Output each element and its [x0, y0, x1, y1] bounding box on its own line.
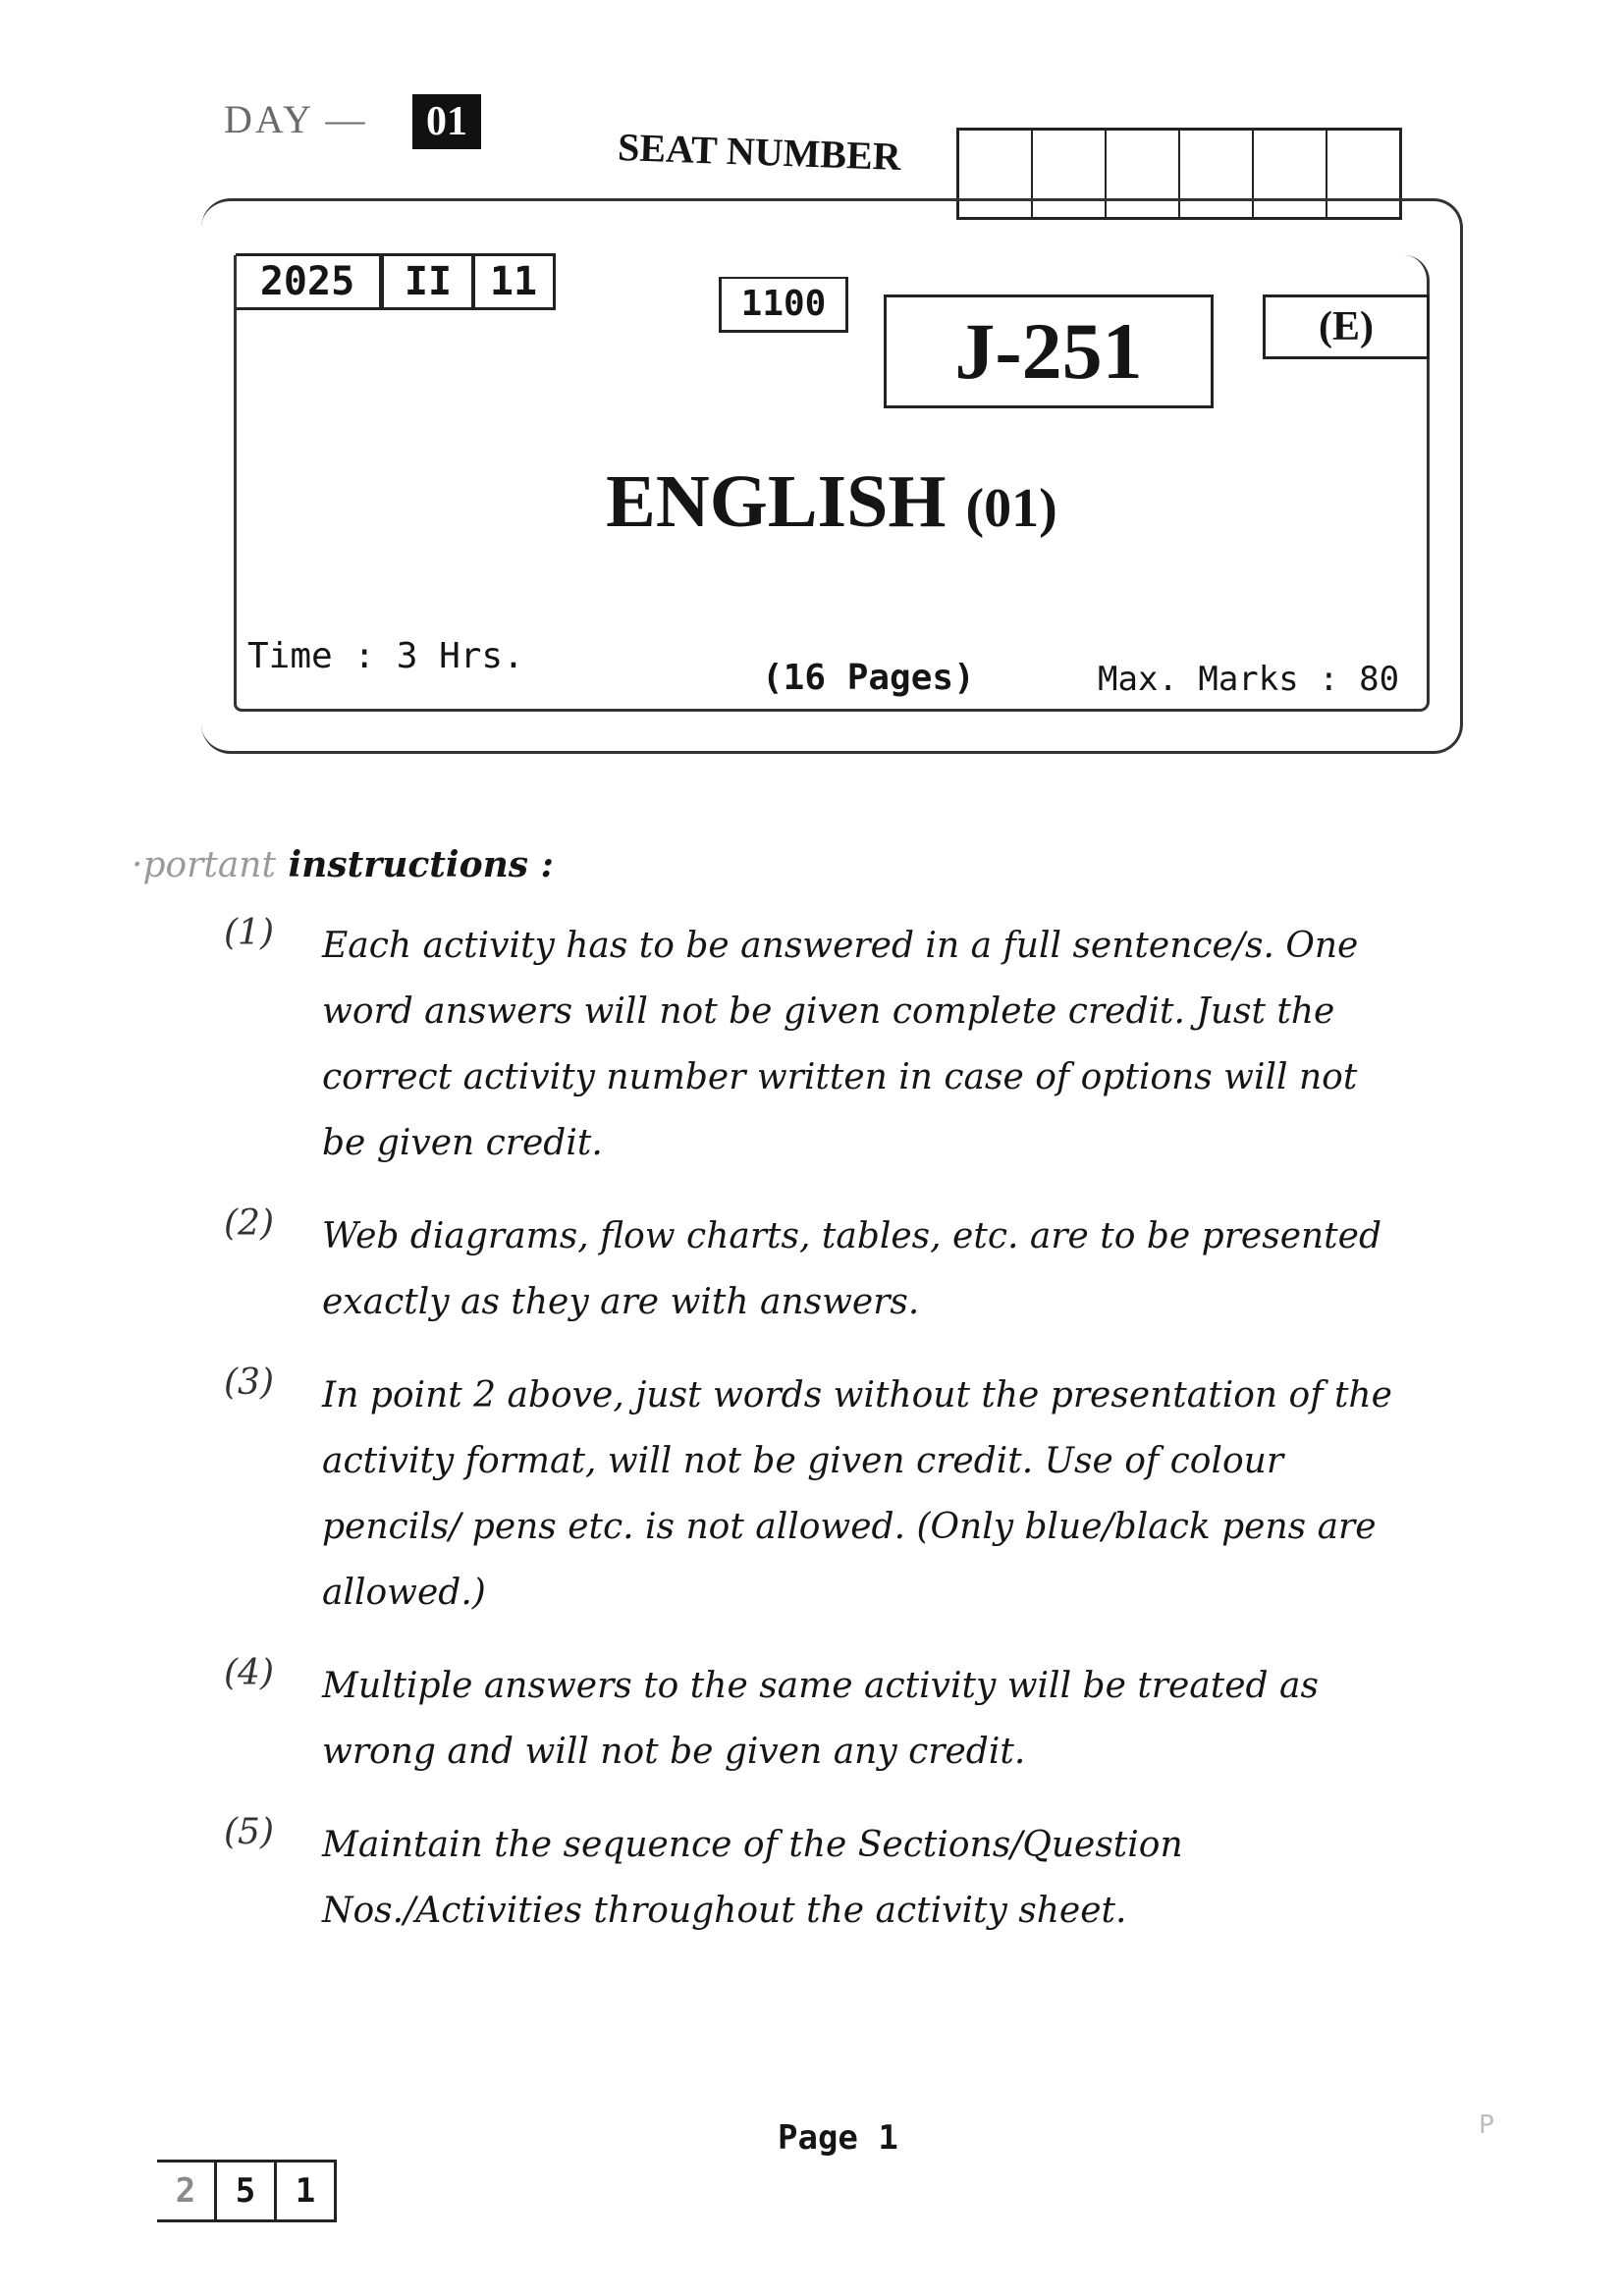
instruction-number: (3)	[224, 1362, 274, 1403]
instruction-item	[224, 1653, 1402, 1785]
instruction-item	[224, 1362, 1402, 1626]
language-code: (E)	[1263, 294, 1430, 359]
subject-title	[0, 459, 1624, 545]
instruction-number: (5)	[224, 1812, 274, 1852]
instructions-heading	[132, 844, 554, 885]
instruction-text: Multiple answers to the same activity will be treated as wrong and will not be given any credit.	[322, 1666, 1319, 1772]
roman-code: II	[381, 253, 475, 310]
subject-name: ENGLISH	[606, 460, 947, 543]
footer-code-cell: 1	[274, 2160, 337, 2222]
footer-code-cell: 2	[157, 2160, 214, 2222]
subject-code: (01)	[965, 478, 1057, 539]
instruction-text: Each activity has to be answered in a full sentence/s. One word answers will not be given complete credit. Just the correct activity number written in case of options will not be given credit.	[322, 926, 1359, 1163]
page-count: (16 Pages)	[762, 658, 975, 698]
day-label: DAY —	[224, 97, 368, 141]
instruction-number: (1)	[224, 913, 274, 953]
instruction-item	[224, 1203, 1402, 1335]
sub-code: 11	[471, 253, 556, 310]
day-number: 01	[412, 94, 481, 149]
instruction-text: Maintain the sequence of the Sections/Question Nos./Activities throughout the activity sheet.	[322, 1825, 1183, 1931]
instruction-number: (4)	[224, 1653, 274, 1693]
seat-number-label: SEAT NUMBER	[617, 124, 902, 180]
max-marks: Max. Marks : 80	[1098, 660, 1400, 699]
footer-code	[157, 2160, 337, 2222]
instruction-item	[224, 913, 1402, 1176]
footer-code-cell: 5	[214, 2160, 274, 2222]
page-number: Page 1	[778, 2118, 898, 2158]
instructions-heading-text: instructions :	[288, 844, 554, 885]
instructions-list	[224, 913, 1402, 1971]
instruction-text: Web diagrams, flow charts, tables, etc. are to be presented exactly as they are with answers.	[322, 1216, 1381, 1322]
year-code: 2025	[236, 253, 382, 310]
number-code: 1100	[719, 277, 848, 333]
paper-code: J-251	[884, 294, 1214, 408]
instruction-text: In point 2 above, just words without the presentation of the activity format, will not be given credit. Use of colour pencils/ pens etc. is not allowed. (Only blue/black pens are allowed.)	[322, 1375, 1392, 1613]
corner-mark: P	[1479, 2110, 1494, 2140]
instruction-number: (2)	[224, 1203, 274, 1244]
instruction-item	[224, 1812, 1402, 1944]
exam-time: Time : 3 Hrs.	[247, 636, 524, 676]
instructions-heading-prefix: ·portant	[132, 845, 276, 885]
